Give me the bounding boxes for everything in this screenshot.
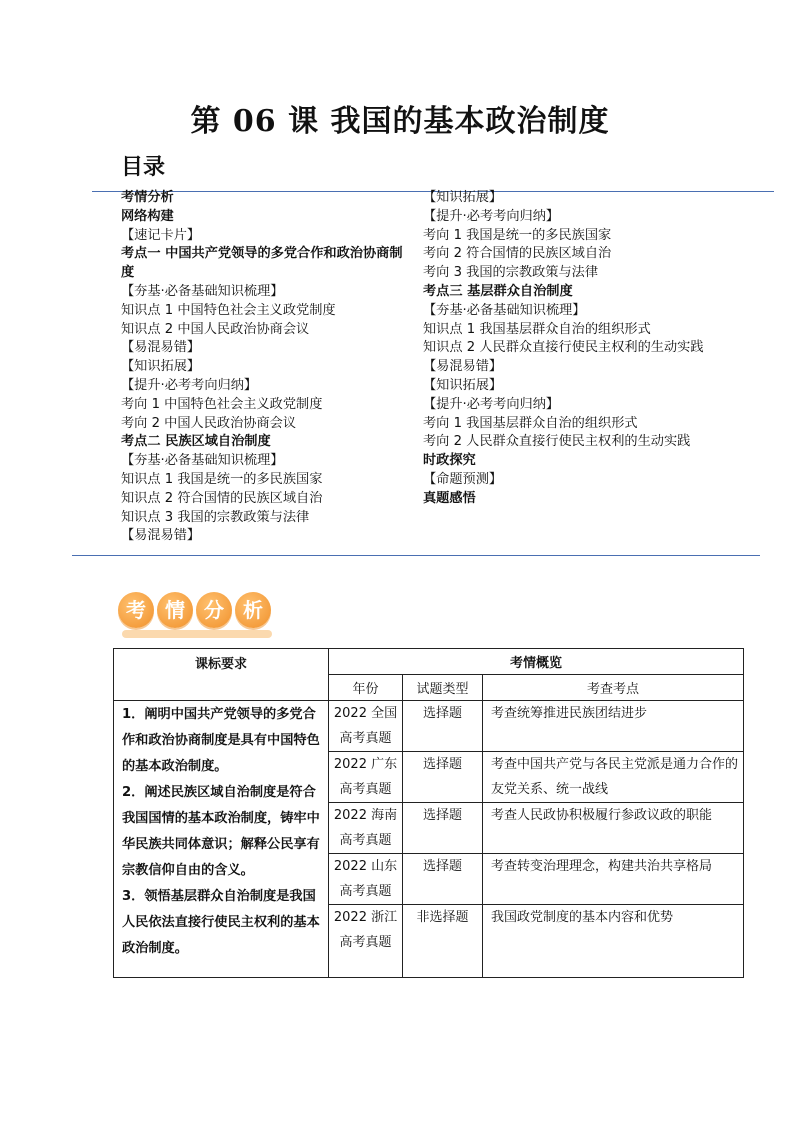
cell-point: 我国政党制度的基本内容和优势 [483,905,744,978]
toc-entry[interactable]: 考向 3 我国的宗教政策与法律 [423,265,599,281]
toc-entry[interactable]: 【提升·必考考向归纳】 [423,208,560,224]
cell-point: 考查统筹推进民族团结进步 [483,701,744,752]
toc-entry[interactable]: 考点二 民族区域自治制度 [121,434,271,450]
cell-type: 非选择题 [403,905,483,978]
toc-entry[interactable]: 考向 2 符合国情的民族区域自治 [423,246,612,262]
requirement-item: 3．领悟基层群众自治制度是我国人民依法直接行使民主权利的基本政治制度。 [122,889,320,956]
toc-entry[interactable]: 【易混易错】 [121,528,201,544]
curriculum-requirements [114,701,329,978]
section-banner [118,592,271,628]
toc-entry[interactable]: 【知识拓展】 [121,359,201,375]
toc-entry[interactable]: 【命题预测】 [423,471,503,487]
requirement-item: 1．阐明中国共产党领导的多党合作和政治协商制度是具有中国特色的基本政治制度。 [122,707,320,774]
cell-type: 选择题 [403,854,483,905]
subheader-year: 年份 [329,675,403,701]
header-curriculum: 课标要求 [114,649,329,701]
toc-entry[interactable]: 知识点 2 中国人民政治协商会议 [121,321,310,337]
toc-entry[interactable]: 【提升·必考考向归纳】 [121,377,258,393]
toc-entry[interactable]: 知识点 1 我国是统一的多民族国家 [121,471,323,487]
cell-point: 考查中国共产党与各民主党派是通力合作的友党关系、统一战线 [483,752,744,803]
subheader-type: 试题类型 [403,675,483,701]
toc-entry[interactable]: 【知识拓展】 [423,190,503,205]
banner-char: 分 [196,592,232,628]
subheader-point: 考查考点 [483,675,744,701]
toc-entry[interactable]: 考向 1 我国是统一的多民族国家 [423,227,612,243]
toc-entry[interactable]: 知识点 3 我国的宗教政策与法律 [121,509,310,525]
cell-point: 考查转变治理理念，构建共治共享格局 [483,854,744,905]
cell-year: 2022 广东高考真题 [329,752,403,803]
banner-char: 情 [157,592,193,628]
requirement-item: 2．阐述民族区域自治制度是符合我国国情的基本政治制度，铸牢中华民族共同体意识；解释公民享有宗教信仰自由的含义。 [122,785,320,878]
toc-entry[interactable]: 网络构建 [121,208,174,224]
cell-point: 考查人民政协积极履行参政议政的职能 [483,803,744,854]
toc-entry[interactable]: 知识点 1 我国基层群众自治的组织形式 [423,321,651,337]
toc-bottom-divider [72,555,760,556]
toc-entry[interactable]: 考情分析 [121,190,174,205]
toc-entry[interactable]: 知识点 2 人民群众直接行使民主权利的生动实践 [423,340,704,356]
toc-entry[interactable]: 【速记卡片】 [121,227,201,243]
toc-entry[interactable]: 【易混易错】 [121,340,201,356]
table-header-row [114,649,744,675]
toc-left-column [121,189,411,546]
cell-year: 2022 浙江高考真题 [329,905,403,978]
header-overview: 考情概览 [329,649,744,675]
toc-entry[interactable]: 【知识拓展】 [423,377,503,393]
cell-type: 选择题 [403,752,483,803]
toc-entry[interactable]: 考向 1 我国基层群众自治的组织形式 [423,415,638,431]
toc-entry[interactable]: 考点一 中国共产党领导的多党合作和政治协商制度 [121,246,403,281]
page-title: 第 06 课 我国的基本政治制度 [190,104,610,139]
exam-analysis-table [113,648,744,978]
toc-entry[interactable]: 考向 1 中国特色社会主义政党制度 [121,396,323,412]
toc-entry[interactable]: 考向 2 中国人民政治协商会议 [121,415,297,431]
toc-entry[interactable]: 【夯基·必备基础知识梳理】 [423,302,586,318]
toc-right-column [423,189,713,509]
section-banner-base [122,630,272,638]
toc-entry[interactable]: 真题感悟 [423,490,476,506]
toc-entry[interactable]: 【易混易错】 [423,359,503,375]
toc-entry[interactable]: 知识点 2 符合国情的民族区域自治 [121,490,323,506]
cell-type: 选择题 [403,803,483,854]
table-row [114,701,744,752]
toc-heading: 目录 [121,155,166,180]
cell-year: 2022 全国高考真题 [329,701,403,752]
cell-year: 2022 海南高考真题 [329,803,403,854]
cell-type: 选择题 [403,701,483,752]
toc-entry[interactable]: 考点三 基层群众自治制度 [423,283,573,299]
toc-entry[interactable]: 知识点 1 中国特色社会主义政党制度 [121,302,336,318]
toc-entry[interactable]: 考向 2 人民群众直接行使民主权利的生动实践 [423,434,691,450]
banner-char: 考 [118,592,154,628]
cell-year: 2022 山东高考真题 [329,854,403,905]
toc-entry[interactable]: 【夯基·必备基础知识梳理】 [121,453,284,469]
toc-entry[interactable]: 时政探究 [423,453,476,469]
toc-entry[interactable]: 【夯基·必备基础知识梳理】 [121,283,284,299]
toc-entry[interactable]: 【提升·必考考向归纳】 [423,396,560,412]
banner-char: 析 [235,592,271,628]
